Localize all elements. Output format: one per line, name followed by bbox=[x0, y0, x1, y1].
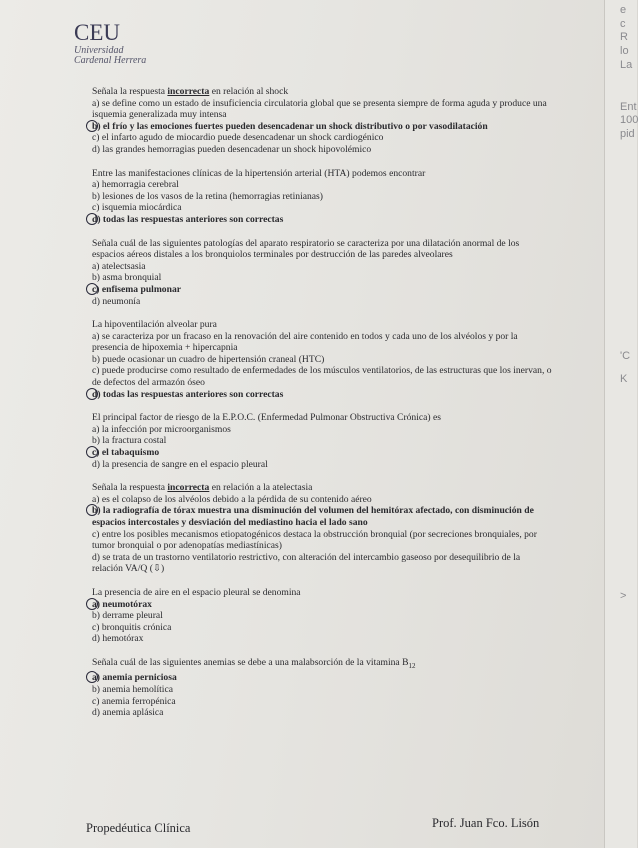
option bbox=[92, 622, 552, 634]
course-name: Propedéutica Clínica bbox=[86, 821, 191, 835]
edge-fragment: pid bbox=[620, 128, 635, 140]
option-selected bbox=[92, 447, 552, 459]
option-text: d) la presencia de sangre en el espacio pleural bbox=[92, 458, 268, 470]
option-text: b) el frío y las emociones fuertes pueden desencadenar un shock distributivo o por vasodilatación bbox=[92, 120, 488, 132]
answer-circle-mark bbox=[86, 446, 98, 458]
logo-wordmark: CEU bbox=[74, 20, 120, 45]
option bbox=[92, 98, 552, 121]
option-text: d) anemia aplásica bbox=[92, 707, 164, 719]
question-stem bbox=[92, 86, 552, 98]
option bbox=[92, 696, 552, 708]
stem-text: en relación a la atelectasia bbox=[209, 482, 313, 494]
option-text: d) neumonía bbox=[92, 295, 141, 307]
question-stem bbox=[92, 168, 552, 180]
option-text: d) todas las respuestas anteriores son correctas bbox=[92, 213, 284, 225]
logo-line-1: Universidad bbox=[74, 45, 124, 56]
stem-text: Señala cuál de las siguientes patologías del aparato respiratorio se caracteriza por una dilatación anormal de los espacios aéreos distales a los bronquiolos terminales por destrucción de las paredes alveolares bbox=[92, 237, 520, 261]
option bbox=[92, 684, 552, 696]
stem-text: Entre las manifestaciones clínicas de la hipertensión arterial (HTA) podemos encontrar bbox=[92, 167, 426, 179]
question-list bbox=[92, 86, 552, 731]
option-text: c) enfisema pulmonar bbox=[92, 283, 181, 295]
option bbox=[92, 272, 552, 284]
adjacent-page-edge bbox=[604, 0, 637, 848]
option-text: a) la infección por microorganismos bbox=[92, 423, 231, 435]
question-5 bbox=[92, 412, 552, 470]
option bbox=[92, 354, 552, 366]
option bbox=[92, 132, 552, 144]
option-text: a) anemia perniciosa bbox=[92, 672, 177, 684]
option-text: c) puede producirse como resultado de enfermedades de los músculos ventilatorios, de las estructuras que los inervan, o de defectos del armazón óseo bbox=[92, 365, 552, 389]
option bbox=[92, 191, 552, 203]
option-text: a) es el colapso de los alvéolos debido a la pérdida de su contenido aéreo bbox=[92, 493, 372, 505]
edge-fragment: > bbox=[620, 590, 627, 602]
answer-circle-mark bbox=[86, 120, 98, 132]
option-text: a) hemorragia cerebral bbox=[92, 179, 179, 191]
option-text: c) el infarto agudo de miocardio puede desencadenar un shock cardiogénico bbox=[92, 132, 384, 144]
professor-name: Prof. Juan Fco. Lisón bbox=[432, 816, 540, 830]
option-text: c) bronquitis crónica bbox=[92, 621, 172, 633]
edge-fragment: Ent bbox=[620, 101, 637, 113]
stem-text: Señala cuál de las siguientes anemias se debe a una malabsorción de la vitamina B bbox=[92, 656, 409, 668]
option-text: b) la radiografía de tórax muestra una disminución del volumen del hemitórax afectado, con disminución de espacios intercostales y desviación del mediastino hacia el lado sano bbox=[92, 505, 534, 528]
option-text: a) se define como un estado de insuficiencia circulatoria global que se presenta siempre de forma aguda y produce una isquemia generalizada muy intensa bbox=[92, 97, 547, 121]
answer-circle-mark bbox=[86, 283, 98, 295]
option-text: c) entre los posibles mecanismos etiopatogénicos destaca la obstrucción bronquial (por secreciones bronquiales, por tumor bronquial o por adenopatías mediastínicas) bbox=[92, 528, 537, 552]
option-text: b) anemia hemolítica bbox=[92, 684, 173, 696]
option bbox=[92, 529, 552, 552]
question-stem bbox=[92, 587, 552, 599]
question-stem bbox=[92, 412, 552, 424]
option bbox=[92, 552, 552, 575]
option bbox=[92, 144, 552, 156]
option-text: b) derrame pleural bbox=[92, 610, 163, 622]
university-logo bbox=[74, 20, 146, 66]
option-selected bbox=[92, 672, 552, 684]
subscript: 12 bbox=[408, 661, 416, 670]
answer-circle-mark bbox=[86, 213, 98, 225]
stem-text: Señala la respuesta bbox=[92, 482, 168, 494]
question-stem bbox=[92, 657, 552, 673]
question-4 bbox=[92, 319, 552, 400]
option-text: c) anemia ferropénica bbox=[92, 695, 176, 707]
option-selected bbox=[92, 505, 552, 528]
emphasis-word: incorrecta bbox=[167, 86, 210, 97]
option bbox=[92, 179, 552, 191]
option bbox=[92, 261, 552, 273]
option-selected bbox=[92, 599, 552, 611]
option-text: b) asma bronquial bbox=[92, 272, 162, 284]
stem-text: La hipoventilación alveolar pura bbox=[92, 319, 217, 331]
option-text: d) hemotórax bbox=[92, 633, 144, 645]
logo-line-2: Cardenal Herrera bbox=[74, 55, 147, 66]
emphasis-word: incorrecta bbox=[167, 482, 210, 494]
option bbox=[92, 331, 552, 354]
edge-fragment: La bbox=[620, 59, 633, 71]
edge-fragment: R bbox=[620, 31, 628, 43]
option-text: c) el tabaquismo bbox=[92, 447, 160, 459]
stem-text: Señala la respuesta bbox=[92, 86, 168, 97]
option bbox=[92, 633, 552, 645]
option-text: d) las grandes hemorragias pueden desencadenar un shock hipovolémico bbox=[92, 143, 372, 155]
option-text: d) se trata de un trastorno ventilatorio restrictivo, con alteración del intercambio gaseoso por desequilibrio de la relación VA/Q (⇩) bbox=[92, 551, 521, 575]
edge-fragment: 100 bbox=[620, 114, 638, 126]
question-stem bbox=[92, 238, 552, 261]
answer-circle-mark bbox=[86, 388, 98, 400]
option bbox=[92, 610, 552, 622]
question-stem bbox=[92, 482, 552, 494]
question-8 bbox=[92, 657, 552, 719]
option-text: c) isquemia miocárdica bbox=[92, 202, 182, 214]
option bbox=[92, 202, 552, 214]
question-1 bbox=[92, 86, 552, 156]
stem-text: El principal factor de riesgo de la E.P.O.C. (Enfermedad Pulmonar Obstructiva Crónica) es bbox=[92, 412, 442, 424]
question-3 bbox=[92, 238, 552, 308]
option bbox=[92, 707, 552, 719]
option-selected bbox=[92, 284, 552, 296]
option-selected bbox=[92, 121, 552, 133]
option-text: a) atelectsasia bbox=[92, 260, 146, 272]
option-text: a) se caracteriza por un fracaso en la renovación del aire contenido en todos y cada uno de los alvéolos y por la presencia de hipoxemia + hipercapnia bbox=[92, 330, 518, 354]
option-text: a) neumotórax bbox=[92, 598, 152, 610]
edge-fragment: lo bbox=[620, 45, 629, 57]
stem-text: en relación al shock bbox=[209, 86, 289, 97]
option-text: d) todas las respuestas anteriores son correctas bbox=[92, 388, 284, 400]
option-text: b) la fractura costal bbox=[92, 435, 167, 447]
stem-text: La presencia de aire en el espacio pleural se denomina bbox=[92, 586, 301, 598]
option bbox=[92, 424, 552, 436]
option bbox=[92, 365, 552, 388]
option bbox=[92, 494, 552, 506]
edge-fragment: e bbox=[620, 4, 627, 16]
option-text: b) lesiones de los vasos de la retina (hemorragias retinianas) bbox=[92, 190, 323, 202]
question-2 bbox=[92, 168, 552, 226]
option bbox=[92, 435, 552, 447]
answer-circle-mark bbox=[86, 598, 98, 610]
edge-fragment: c bbox=[620, 18, 626, 30]
option-text: b) puede ocasionar un cuadro de hipertensión craneal (HTC) bbox=[92, 353, 325, 365]
question-stem bbox=[92, 319, 552, 331]
option-selected bbox=[92, 389, 552, 401]
option-selected bbox=[92, 214, 552, 226]
question-7 bbox=[92, 587, 552, 645]
option bbox=[92, 459, 552, 471]
edge-fragment: K bbox=[620, 373, 628, 385]
question-6 bbox=[92, 482, 552, 575]
edge-fragment: 'C bbox=[620, 350, 631, 362]
option bbox=[92, 296, 552, 308]
